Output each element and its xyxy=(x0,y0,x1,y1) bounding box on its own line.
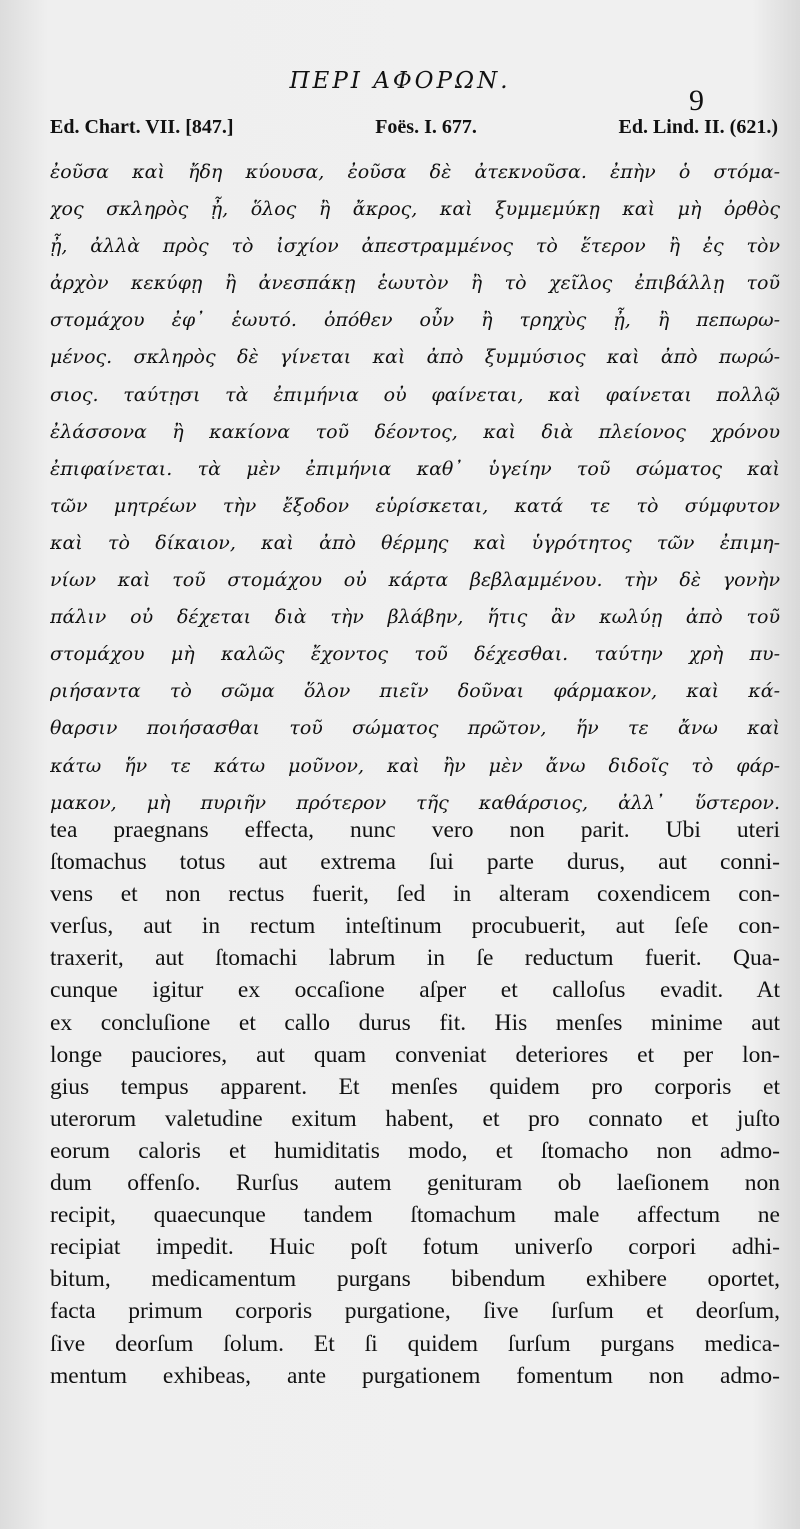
edition-reference-chart: Ed. Chart. VII. [847.] xyxy=(50,116,234,138)
latin-text-line: dum offenſo. Rurſus autem genituram ob laeſionem non xyxy=(50,1170,780,1197)
edition-reference-foes: Foës. I. 677. xyxy=(375,116,477,138)
greek-text-line: κάτω ἥν τε κάτω μοῦνον, καὶ ἢν μὲν ἄνω διδοῖς τὸ φάρ- xyxy=(50,754,780,777)
latin-text-line: ex concluſione et callo durus fit. His menſes minime aut xyxy=(50,1009,780,1036)
latin-text-line: traxerit, aut ſtomachi labrum in ſe reductum fuerit. Qua- xyxy=(50,945,780,972)
greek-text-line: στομάχου ἐφ᾽ ἑωυτό. ὁπόθεν οὖν ἢ τρηχὺς ᾖ, ἢ πεπωρω- xyxy=(50,309,780,332)
latin-text-line: tea praegnans effecta, nunc vero non parit. Ubi uteri xyxy=(50,817,780,843)
greek-text-line: νίων καὶ τοῦ στομάχου οὐ κάρτα βεβλαμμένου. τὴν δὲ γονὴν xyxy=(50,569,780,592)
greek-text-line: στομάχου μὴ καλῶς ἔχοντος τοῦ δέχεσθαι. ταύτην χρὴ πυ- xyxy=(50,643,780,666)
greek-text-block xyxy=(50,154,780,822)
latin-text-line: facta primum corporis purgatione, ſive ſurſum et deorſum, xyxy=(50,1298,780,1325)
greek-text-line: μένος. σκληρὸς δὲ γίνεται καὶ ἀπὸ ξυμμύσιος καὶ ἀπὸ πωρώ- xyxy=(50,346,780,369)
running-title: ΠΕΡΙ ΑΦΟΡΩΝ. xyxy=(289,68,511,94)
latin-text-line: recipit, quaecunque tandem ſtomachum male affectum ne xyxy=(50,1202,780,1229)
page-number: 9 xyxy=(689,84,704,117)
greek-text-line: ᾖ, ἀλλὰ πρὸς τὸ ἰσχίον ἀπεστραμμένος τὸ ἕτερον ἢ ἐς τὸν xyxy=(50,235,780,258)
greek-text-line: ἐπιφαίνεται. τὰ μὲν ἐπιμήνια καθ᾽ ὑγείην τοῦ σώματος καὶ xyxy=(50,457,780,480)
edition-reference-lind: Ed. Lind. II. (621.) xyxy=(618,116,778,138)
latin-text-line: mentum exhibeas, ante purgationem fomentum non admo- xyxy=(50,1362,780,1389)
latin-text-line: eorum caloris et humiditatis modo, et ſtomacho non admo- xyxy=(50,1137,780,1164)
greek-text-line: ἀρχὸν κεκύφῃ ἢ ἀνεσπάκῃ ἑωυτὸν ἢ τὸ χεῖλος ἐπιβάλλῃ τοῦ xyxy=(50,272,780,295)
latin-text-line: vens et non rectus fuerit, ſed in alteram coxendicem con- xyxy=(50,881,780,908)
latin-text-line: cunque igitur ex occaſione aſper et calloſus evadit. At xyxy=(50,977,780,1004)
latin-text-line: bitum, medicamentum purgans bibendum exhibere oportet, xyxy=(50,1266,780,1293)
latin-text-line: ſtomachus totus aut extrema ſui parte durus, aut conni- xyxy=(50,849,780,876)
greek-text-line: τῶν μητρέων τὴν ἔξοδον εὑρίσκεται, κατά τε τὸ σύμφυτον xyxy=(50,494,780,517)
greek-text-line: ἐλάσσονα ἢ κακίονα τοῦ δέοντος, καὶ διὰ πλείονος χρόνου xyxy=(50,420,780,443)
latin-text-line: longe pauciores, aut quam conveniat deteriores et per lon- xyxy=(50,1041,780,1068)
greek-text-line: ἐοῦσα καὶ ἤδη κύουσα, ἐοῦσα δὲ ἀτεκνοῦσα. ἐπὴν ὁ στόμα- xyxy=(50,161,780,183)
greek-text-line: πάλιν οὐ δέχεται διὰ τὴν βλάβην, ἥτις ἂν κωλύῃ ἀπὸ τοῦ xyxy=(50,606,780,629)
latin-text-line: gius tempus apparent. Et menſes quidem pro corporis et xyxy=(50,1073,780,1100)
latin-text-line: recipiat impedit. Huic poſt fotum univerſo corpori adhi- xyxy=(50,1234,780,1261)
edition-references xyxy=(50,116,778,139)
greek-text-line: ριήσαντα τὸ σῶμα ὅλον πιεῖν δοῦναι φάρμακον, καὶ κά- xyxy=(50,680,780,703)
greek-text-line: σιος. ταύτῃσι τὰ ἐπιμήνια οὐ φαίνεται, καὶ φαίνεται πολλῷ xyxy=(50,383,780,406)
latin-text-line: verſus, aut in rectum inteſtinum procubuerit, aut ſeſe con- xyxy=(50,913,780,940)
greek-text-line: καὶ τὸ δίκαιον, καὶ ἀπὸ θέρμης καὶ ὑγρότητος τῶν ἐπιμη- xyxy=(50,531,780,554)
greek-text-line: θαρσιν ποιήσασθαι τοῦ σώματος πρῶτον, ἥν τε ἄνω καὶ xyxy=(50,717,780,740)
latin-text-block xyxy=(50,814,780,1392)
greek-text-line: μακον, μὴ πυριῆν πρότερον τῆς καθάρσιος, ἀλλ᾽ ὕστερον. xyxy=(50,791,780,814)
latin-text-line: uterorum valetudine exitum habent, et pro connato et juſto xyxy=(50,1105,780,1132)
greek-text-line: χος σκληρὸς ᾖ, ὅλος ἢ ἄκρος, καὶ ξυμμεμύκῃ καὶ μὴ ὀρθὸς xyxy=(50,198,780,221)
latin-text-line: ſive deorſum ſolum. Et ſi quidem ſurſum purgans medica- xyxy=(50,1330,780,1357)
